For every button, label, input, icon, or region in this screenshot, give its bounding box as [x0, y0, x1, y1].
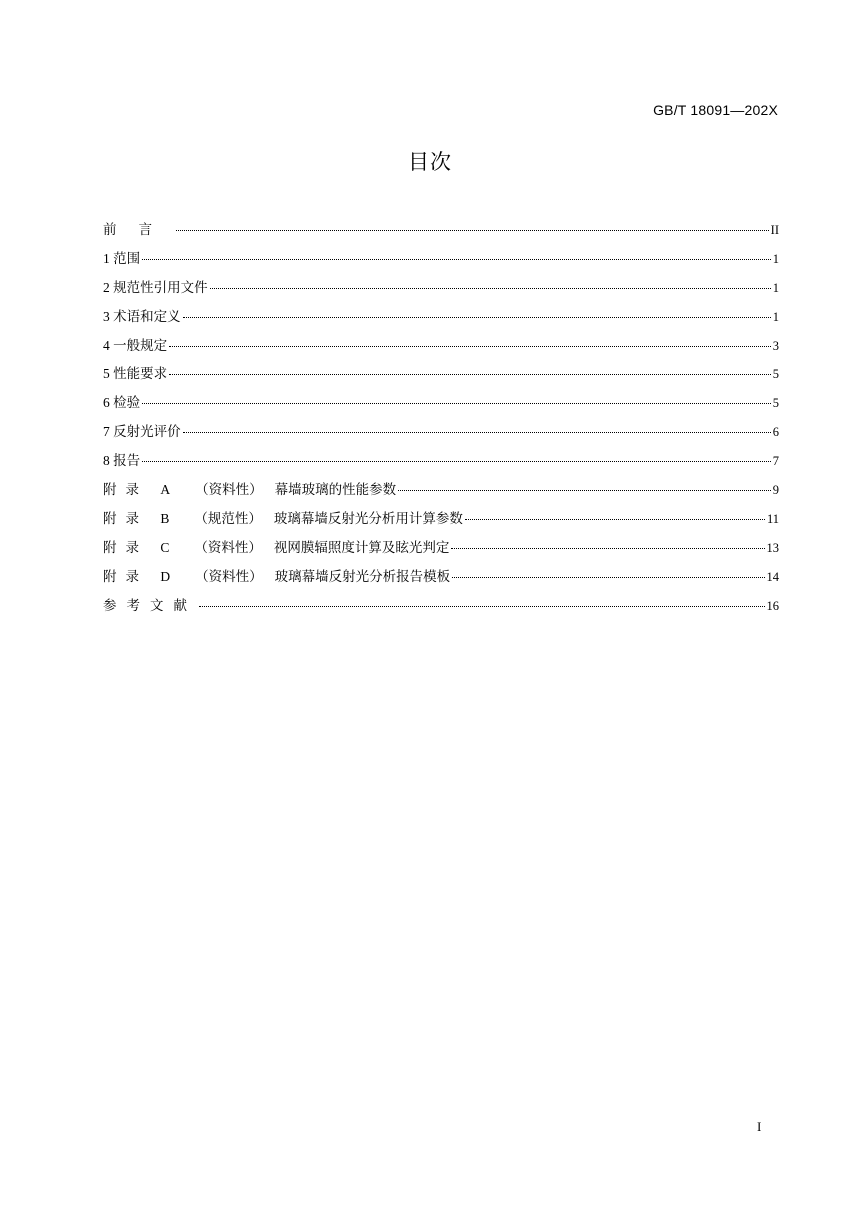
toc-entry-report[interactable]	[103, 449, 779, 478]
toc-entry-page: 14	[766, 569, 779, 584]
toc-entry-appendix-d[interactable]	[103, 565, 779, 594]
toc-entry-label: 1 范围	[103, 250, 141, 266]
toc-entry-inspection[interactable]	[103, 391, 779, 420]
toc-entry-label: 3 术语和定义	[103, 308, 181, 324]
toc-entry-page: 5	[772, 396, 779, 411]
dot-leader	[169, 346, 771, 347]
toc-entry-label: 视网膜辐照度计算及眩光判定	[273, 539, 450, 555]
dot-leader	[142, 403, 771, 404]
toc-entry-performance[interactable]	[103, 362, 779, 391]
toc-entry-page: 13	[766, 540, 779, 555]
dot-leader	[142, 259, 771, 260]
dot-leader	[199, 606, 765, 607]
toc-entry-appendix-b[interactable]	[103, 507, 779, 536]
toc-entry-appendix-a[interactable]	[103, 478, 779, 507]
toc-entry-page: II	[770, 223, 779, 237]
dot-leader	[210, 288, 771, 289]
table-of-contents	[103, 218, 779, 622]
standard-code: GB/T 18091—202X	[653, 102, 778, 118]
toc-entry-appendix-c[interactable]	[103, 536, 779, 565]
toc-entry-page: 3	[772, 338, 779, 353]
appendix-prefix: 附录 B	[103, 510, 179, 526]
page-title: 目次	[408, 150, 452, 174]
toc-entry-page: 11	[766, 511, 779, 526]
dot-leader	[465, 519, 765, 520]
appendix-kind: （资料性）	[194, 539, 262, 555]
toc-entry-page: 6	[772, 425, 779, 440]
appendix-kind: （资料性）	[195, 568, 263, 584]
dot-leader	[169, 374, 771, 375]
toc-entry-page: 1	[772, 280, 779, 295]
toc-entry-label: 玻璃幕墙反射光分析报告模板	[274, 568, 451, 584]
appendix-kind: （规范性）	[194, 510, 262, 526]
toc-entry-label: 4 一般规定	[103, 337, 168, 353]
toc-entry-evaluation[interactable]	[103, 420, 779, 449]
toc-entry-general[interactable]	[103, 334, 779, 363]
toc-entry-label: 玻璃幕墙反射光分析用计算参数	[273, 510, 463, 526]
dot-leader	[452, 577, 764, 578]
toc-entry-scope[interactable]	[103, 247, 779, 276]
toc-entry-label: 6 检验	[103, 395, 141, 411]
toc-entry-page: 1	[772, 251, 779, 266]
toc-entry-bibliography[interactable]	[103, 594, 779, 623]
page-number: I	[757, 1119, 762, 1134]
toc-entry-label: 幕墙玻璃的性能参数	[274, 482, 397, 498]
appendix-prefix: 附录 A	[103, 482, 180, 498]
appendix-prefix: 附录 D	[103, 568, 180, 584]
dot-leader	[398, 490, 771, 491]
toc-entry-page: 16	[766, 598, 779, 613]
toc-entry-page: 1	[772, 309, 779, 324]
toc-entry-label: 参考文献	[103, 597, 197, 613]
appendix-kind: （资料性）	[195, 482, 263, 498]
appendix-prefix: 附录 C	[103, 539, 179, 555]
toc-entry-foreword[interactable]	[103, 218, 779, 247]
toc-entry-normative-references[interactable]	[103, 276, 779, 305]
dot-leader	[183, 432, 771, 433]
toc-entry-page: 9	[772, 483, 779, 498]
toc-entry-label: 前言	[103, 222, 174, 237]
toc-entry-label: 5 性能要求	[103, 366, 168, 382]
toc-entry-page: 7	[772, 454, 779, 469]
dot-leader	[142, 461, 771, 462]
dot-leader	[451, 548, 764, 549]
toc-entry-label: 7 反射光评价	[103, 424, 181, 440]
toc-entry-label: 2 规范性引用文件	[103, 279, 208, 295]
toc-entry-page: 5	[772, 367, 779, 382]
dot-leader	[183, 317, 771, 318]
dot-leader	[176, 230, 769, 231]
toc-entry-terms[interactable]	[103, 305, 779, 334]
toc-entry-label: 8 报告	[103, 453, 141, 469]
